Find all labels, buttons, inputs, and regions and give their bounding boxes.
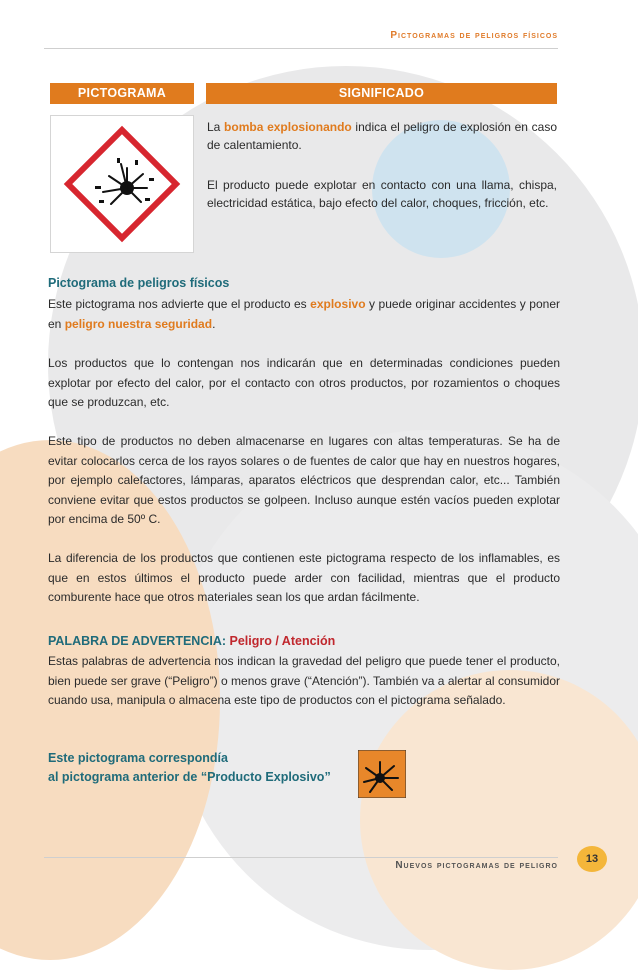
paragraph-conditions: Los productos que lo contengan nos indicarán que en determinadas condiciones pueden explotar por efecto del calor, por el contacto con otros productos, por rozamientos o choques que se produzcan, etc. <box>48 356 560 409</box>
table-header-pictograma: PICTOGRAMA <box>50 83 194 104</box>
header-rule <box>44 48 558 49</box>
text-run: indica el peligro de explosión en caso de calentamiento. <box>207 120 558 152</box>
paragraph-difference: La diferencia de los productos que contienen este pictograma respecto de los inflamables, es que en estos últimos el producto puede arder con facilidad, mientras que el producto comburente hace que otros materiales sean los que ardan fácilmente. <box>48 551 560 604</box>
significado-paragraph-2: El producto puede explotar en contacto con una llama, chispa, electricidad estática, bajo efecto del calor, choques, fricción, etc. <box>207 178 557 210</box>
paragraph-warning-words: Estas palabras de advertencia nos indican la gravedad del peligro que puede tener el producto, bien puede ser grave (“Peligro”) o menos grave (“Atención”). También va a alertar al consumidor cuando usa, manipula o almacena este tipo de productos con el pictograma señalado. <box>48 654 560 707</box>
footer-rule <box>44 857 558 858</box>
running-footer: Nuevos pictogramas de peligro <box>395 860 558 871</box>
explosive-highlight: explosivo <box>310 297 366 311</box>
page-number-badge: 13 <box>577 846 607 872</box>
text-run: y puede originar accidentes y poner en <box>48 297 560 331</box>
paragraph-storage: Este tipo de productos no deben almacenarse en lugares con altas temperaturas. Se ha de evitar colocarlos cerca de los rayos solares o de fuentes de calor que hay en nuestros hogares, por ejemplo calefactores, lámparas, aparatos eléctricos que desprendan calor, etc... También conviene evitar que estos productos se golpeen. Incluso aunque estén vacíos pueden explotar por encima de 50º C. <box>48 434 560 526</box>
old-explosive-symbol-icon <box>358 750 406 798</box>
text-run: Este pictograma nos advierte que el producto es <box>48 297 311 311</box>
danger-highlight: peligro nuestra seguridad <box>64 316 213 331</box>
heading-danger-words: Peligro / Atención <box>229 634 336 648</box>
heading-label: PALABRA DE ADVERTENCIA: <box>48 634 230 648</box>
paragraph-warning <box>48 295 560 334</box>
text-run: La <box>207 120 225 134</box>
correspondence-line-2: al pictograma anterior de “Producto Explosivo” <box>48 770 331 784</box>
significado-paragraph-1 <box>207 118 557 154</box>
running-header: Pictogramas de peligros físicos <box>390 30 558 41</box>
bomb-highlight: bomba explosionando <box>224 120 352 134</box>
pictogram-cell <box>50 115 194 253</box>
text-run: . <box>212 316 216 331</box>
correspondence-line-1: Este pictograma correspondía <box>48 751 228 765</box>
section-heading-warning-word <box>48 634 335 648</box>
table-header-significado: SIGNIFICADO <box>206 83 557 104</box>
ghs-exploding-bomb-icon <box>51 116 193 252</box>
section-heading-physical-hazards: Pictograma de peligros físicos <box>48 276 230 290</box>
